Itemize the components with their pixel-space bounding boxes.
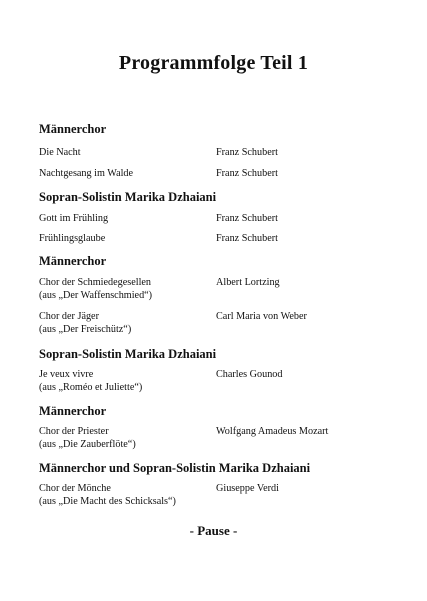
composer-name: Franz Schubert	[216, 233, 278, 244]
program-item	[39, 167, 399, 180]
work-title: Je veux vivre	[39, 369, 94, 380]
program-item	[39, 368, 399, 394]
work-title: Chor der Schmiedegesellen	[39, 277, 152, 288]
section	[39, 403, 399, 451]
work-title: Chor der Priester	[39, 426, 109, 437]
program-item	[39, 146, 399, 159]
work-title: Die Nacht	[39, 147, 81, 158]
section-heading: Männerchor und Sopran-Solistin Marika Dzhaiani	[39, 461, 311, 475]
work-title: Chor der Jäger	[39, 311, 99, 322]
section-heading: Männerchor	[39, 254, 107, 268]
composer-name: Franz Schubert	[216, 213, 278, 224]
program-item	[39, 232, 399, 245]
work-title: Gott im Frühling	[39, 213, 109, 224]
program-item	[39, 310, 399, 336]
section	[39, 346, 399, 394]
composer-name: Giuseppe Verdi	[216, 483, 279, 494]
program-item	[39, 276, 399, 302]
section-heading: Sopran-Solistin Marika Dzhaiani	[39, 347, 217, 361]
work-title: Nachtgesang im Walde	[39, 168, 134, 179]
section	[39, 189, 399, 245]
work-source: (aus „Die Macht des Schicksals“)	[39, 496, 176, 507]
section	[39, 121, 399, 180]
work-source: (aus „Die Zauberflöte“)	[39, 439, 136, 450]
work-source: (aus „Der Waffenschmied“)	[39, 290, 153, 301]
program-item	[39, 482, 399, 508]
composer-name: Franz Schubert	[216, 147, 278, 158]
page-title: Programmfolge Teil 1	[118, 52, 309, 74]
program-item	[39, 425, 399, 451]
section-heading: Männerchor	[39, 404, 107, 418]
section-heading: Sopran-Solistin Marika Dzhaiani	[39, 190, 217, 204]
composer-name: Albert Lortzing	[216, 277, 280, 288]
composer-name: Charles Gounod	[216, 369, 283, 380]
work-source: (aus „Der Freischütz“)	[39, 324, 132, 335]
composer-name: Franz Schubert	[216, 168, 278, 179]
work-title: Frühlingsglaube	[39, 233, 106, 244]
program-item	[39, 212, 399, 225]
work-title: Chor der Mönche	[39, 483, 111, 494]
composer-name: Wolfgang Amadeus Mozart	[216, 426, 329, 437]
program-list	[39, 121, 399, 508]
pause-label: - Pause -	[189, 523, 238, 538]
composer-name: Carl Maria von Weber	[216, 311, 307, 322]
section	[39, 460, 399, 508]
section-heading: Männerchor	[39, 122, 107, 136]
work-source: (aus „Roméo et Juliette“)	[39, 382, 143, 393]
section	[39, 253, 399, 336]
